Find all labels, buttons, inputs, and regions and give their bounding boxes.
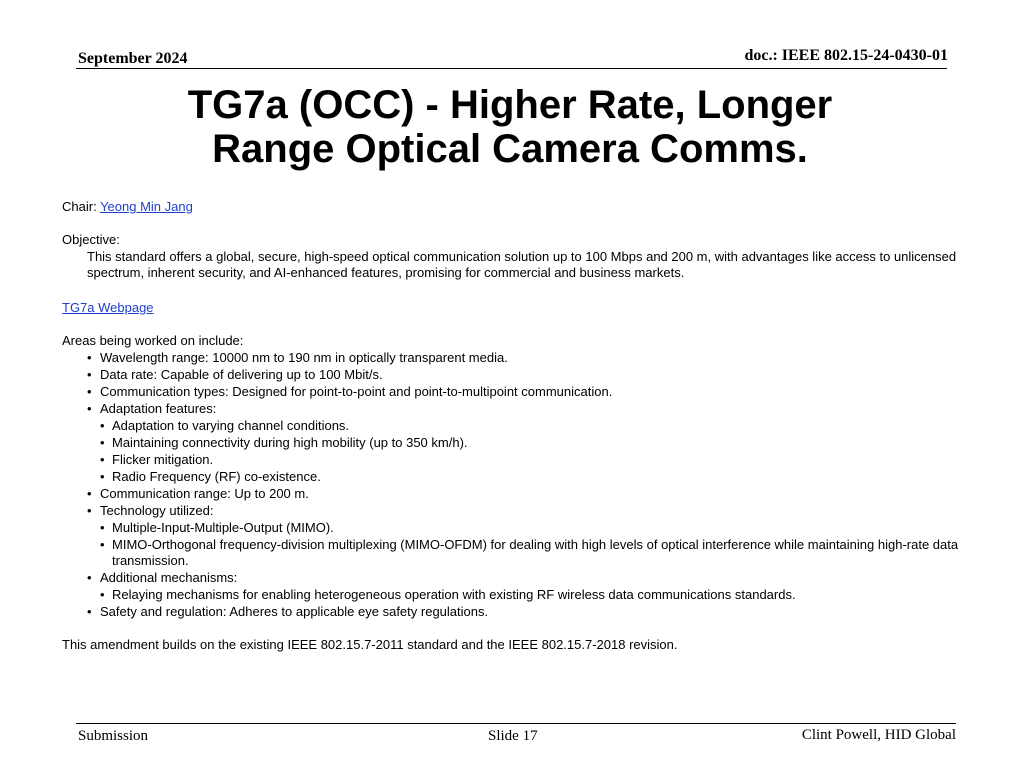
- slide-title-line-1: TG7a (OCC) - Higher Rate, Longer: [187, 83, 833, 127]
- list-item-text: Communication range: Up to 200 m.: [100, 486, 309, 501]
- footer-divider: [76, 723, 956, 724]
- mechanisms-sublist: [100, 587, 982, 603]
- chair-name-link[interactable]: Yeong Min Jang: [100, 199, 193, 214]
- list-item: [62, 384, 982, 400]
- areas-list: [62, 350, 982, 620]
- list-item-text: Data rate: Capable of delivering up to 100 Mbit/s.: [100, 367, 383, 382]
- sub-list-item-text: Radio Frequency (RF) co-existence.: [112, 469, 321, 484]
- objective-label: Objective:: [62, 232, 120, 247]
- closing-statement: This amendment builds on the existing IEEE 802.15.7-2011 standard and the IEEE 802.15.7-2018 revision.: [62, 637, 678, 652]
- sub-list-item-text: Maintaining connectivity during high mobility (up to 350 km/h).: [112, 435, 468, 450]
- list-item: [62, 401, 982, 485]
- header-doc-id: doc.: IEEE 802.15-24-0430-01: [744, 47, 948, 64]
- sub-list-item: [100, 520, 982, 536]
- adaptation-sublist: [100, 418, 982, 485]
- sub-list-item: [100, 469, 982, 485]
- list-item: [62, 486, 982, 502]
- list-item: [62, 367, 982, 383]
- list-item: [62, 350, 982, 366]
- list-item-text: Wavelength range: 10000 nm to 190 nm in optically transparent media.: [100, 350, 508, 365]
- technology-sublist: [100, 520, 982, 569]
- list-item-text: Additional mechanisms:: [100, 570, 238, 585]
- list-item: [62, 503, 982, 569]
- sub-list-item-text: Adaptation to varying channel conditions.: [112, 418, 350, 433]
- sub-list-item: [100, 587, 982, 603]
- slide-title-line-2: Range Optical Camera Comms.: [212, 127, 808, 171]
- footer-slide-number: Slide 17: [488, 728, 538, 744]
- footer-author: Clint Powell, HID Global: [801, 727, 956, 743]
- areas-label: Areas being worked on include:: [62, 333, 244, 348]
- objective-text: This standard offers a global, secure, high-speed optical communication solution up to 100 Mbps and 200 m, with advantages like access to unlicensed spectrum, inherent security, and AI-enhanced features, promising for commercial and business markets.: [87, 249, 957, 280]
- list-item-text: Communication types: Designed for point-to-point and point-to-multipoint communication.: [100, 384, 613, 399]
- sub-list-item-text: Flicker mitigation.: [112, 452, 214, 467]
- tg7a-webpage-link[interactable]: TG7a Webpage: [62, 300, 154, 315]
- footer-submission: Submission: [78, 728, 149, 744]
- list-item-text: Adaptation features:: [100, 401, 217, 416]
- sub-list-item: [100, 418, 982, 434]
- sub-list-item-text: Relaying mechanisms for enabling heterogeneous operation with existing RF wireless data communications standards.: [112, 587, 796, 602]
- slide-body: [62, 199, 982, 653]
- list-item-text: Technology utilized:: [100, 503, 214, 518]
- chair-line: [62, 199, 982, 215]
- list-item-text: Safety and regulation: Adheres to applicable eye safety regulations.: [100, 604, 489, 619]
- list-item: [62, 570, 982, 603]
- header-divider: [76, 68, 947, 69]
- sub-list-item: [100, 452, 982, 468]
- header-date: September 2024: [78, 50, 188, 67]
- sub-list-item-text: Multiple-Input-Multiple-Output (MIMO).: [112, 520, 334, 535]
- list-item: [62, 604, 982, 620]
- sub-list-item-text: MIMO-Orthogonal frequency-division multiplexing (MIMO-OFDM) for dealing with high levels of optical interference while maintaining high-rate data transmission.: [112, 537, 959, 568]
- slide-title: [100, 83, 920, 171]
- sub-list-item: [100, 537, 982, 569]
- chair-label: Chair:: [62, 199, 101, 214]
- sub-list-item: [100, 435, 982, 451]
